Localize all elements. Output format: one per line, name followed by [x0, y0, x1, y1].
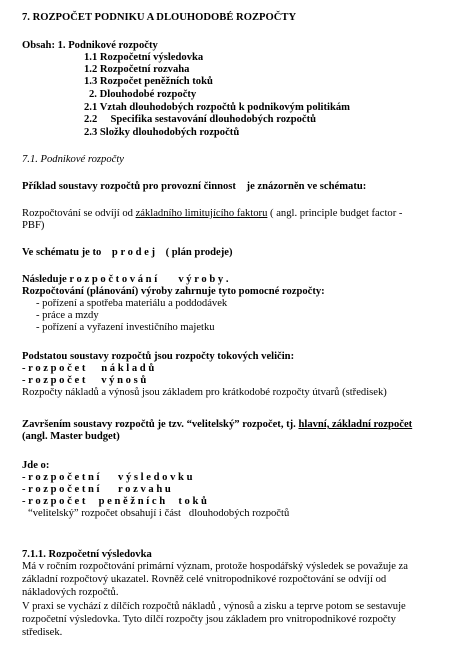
jde-o-heading: Jde o: [22, 460, 50, 471]
contents-item: 2.3 Složky dlouhodobých rozpočtů [84, 127, 240, 138]
contents-lead: Obsah: 1. Podnikové rozpočty [22, 40, 158, 51]
paragraph-line: rozpočetní výsledovka. Tyto dílčí rozpočty jsou základem pro vnitropodnikové rozpočty [22, 614, 396, 625]
limiting-factor-term: základního limitujícího faktoru [135, 208, 268, 219]
production-budget-heading: Rozpočtování (plánování) výroby zahrnuje tyto pomocné rozpočty: [22, 286, 325, 297]
list-item: - práce a mzdy [36, 310, 99, 321]
contents-item: 1.3 Rozpočet peněžních toků [84, 76, 213, 87]
master-budget-line [22, 419, 412, 431]
subsection-heading: 7.1.1. Rozpočetní výsledovka [22, 549, 152, 560]
contents-item: 2. Dlouhodobé rozpočty [89, 89, 197, 100]
list-item: - r o z p o č e t n í v ý s l e d o v k u [22, 472, 193, 483]
paragraph-text: Rozpočtování se odvíjí od [22, 208, 136, 219]
paragraph-line: základní rozpočtový ukazatel. Rovněž celé vnitropodnikové rozpočtování se odvíjí od [22, 574, 387, 585]
section-heading: 7.1. Podnikové rozpočty [22, 154, 124, 165]
list-item: - r o z p o č e t n á k l a d ů [22, 363, 155, 374]
follows-line: Následuje r o z p o č t o v á n í v ý r o b y . [22, 274, 229, 285]
schema-line: Ve schématu je to p r o d e j ( plán prodeje) [22, 247, 233, 258]
paragraph-budget-factor [22, 208, 402, 220]
paragraph-line: středisek. [22, 627, 63, 638]
list-item: - pořízení a vyřazení investičního majetku [36, 322, 215, 333]
flows-note: Rozpočty nákladů a výnosů jsou základem pro krátkodobé rozpočty útvarů (středisek) [22, 387, 387, 398]
list-item: - r o z p o č e t v ý n o s ů [22, 375, 147, 386]
contents-item: 1.1 Rozpočetní výsledovka [84, 52, 204, 63]
contents-item: 2.2 Specifika sestavování dlouhodobých rozpočtů [84, 114, 317, 125]
contents-item: 2.1 Vztah dlouhodobých rozpočtů k podnikovým politikám [84, 102, 350, 113]
paragraph-text: ( angl. principle budget factor - [267, 208, 403, 219]
flows-heading: Podstatou soustavy rozpočtů jsou rozpočty tokových veličin: [22, 351, 295, 362]
paragraph-line: nákladových rozpočtů. [22, 587, 119, 598]
list-item: - r o z p o č e t n í r o z v a h u [22, 484, 171, 495]
paragraph-text: Završením soustavy rozpočtů je tzv. “velitelský” rozpočet, tj. [22, 419, 299, 430]
contents-item: 1.2 Rozpočetní rozvaha [84, 64, 190, 75]
document-title: 7. ROZPOČET PODNIKU A DLOUHODOBÉ ROZPOČTY [22, 12, 297, 23]
master-budget-term: hlavní, základní rozpočet [298, 419, 413, 430]
list-item: - r o z p o č e t p e n ě ž n í c h t o k ů [22, 496, 207, 507]
paragraph-text: PBF) [22, 220, 45, 231]
paragraph-line: Má v ročním rozpočtování primární význam, protože hospodářský výsledek se považuje za [22, 561, 408, 572]
paragraph-line: V praxi se vychází z dílčích rozpočtů nákladů , výnosů a zisku a teprve potom se sestavuje [22, 601, 406, 612]
example-heading: Příklad soustavy rozpočtů pro provozní činnost je znázorněn ve schématu: [22, 181, 367, 192]
master-budget-english: (angl. Master budget) [22, 431, 120, 442]
jde-o-note: “velitelský” rozpočet obsahují i část dlouhodobých rozpočtů [28, 508, 290, 519]
list-item: - pořízení a spotřeba materiálu a poddodávek [36, 298, 228, 309]
